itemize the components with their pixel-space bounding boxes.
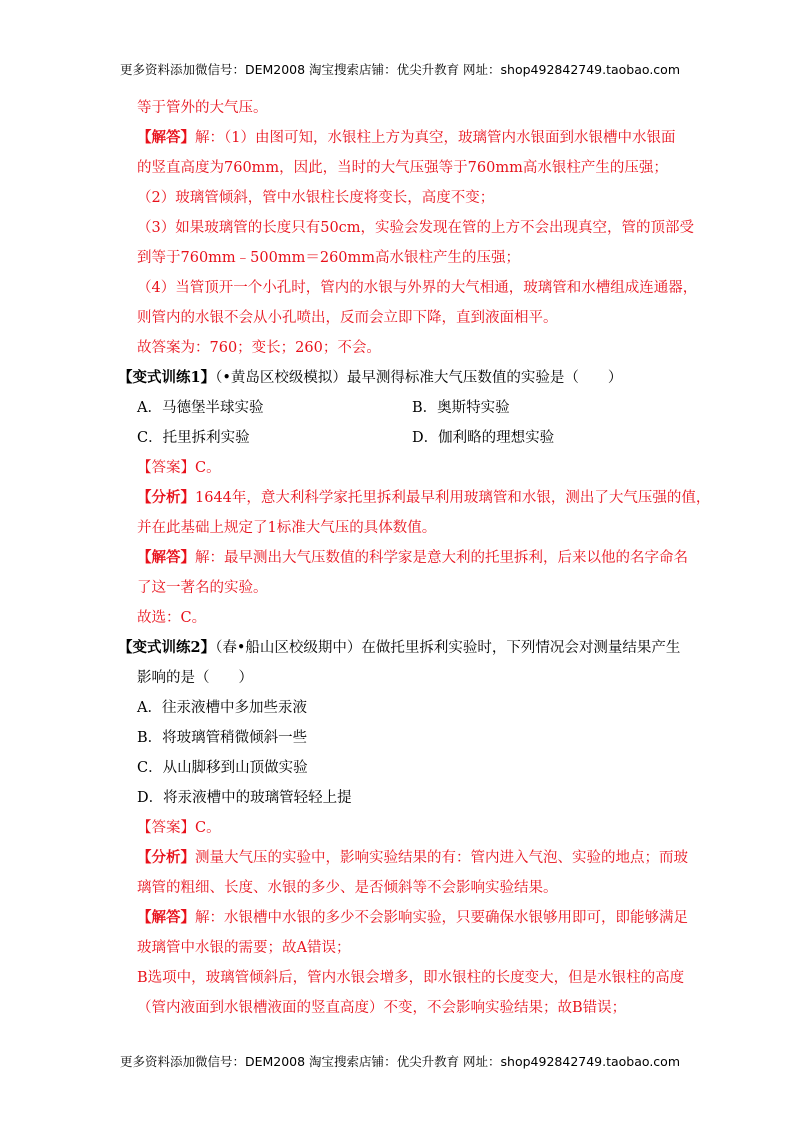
q1-solution bbox=[137, 548, 688, 568]
q1-answer: 【答案】C。 bbox=[137, 460, 221, 476]
q1-analysis-line-1: 1644年，意大利科学家托里拆利最早利用玻璃管和水银，测出了大气压强的值， bbox=[195, 490, 711, 506]
q1-option-b: B．奥斯特实验 bbox=[412, 400, 510, 416]
q1-stem-text: （•黄岛区校级模拟）最早测得标准大气压数值的实验是（ ） bbox=[215, 370, 623, 386]
intro-line-2: 解：（1）由图可知，水银柱上方为真空，玻璃管内水银面到水银槽中水银面 bbox=[195, 130, 676, 146]
q2-tag: 【变式训练2】 bbox=[118, 639, 216, 656]
q2-analysis-line-2: 璃管的粗细、长度、水银的多少、是否倾斜等不会影响实验结果。 bbox=[137, 880, 558, 896]
intro-solution bbox=[137, 128, 675, 148]
q1-option-a: A．马德堡半球实验 bbox=[137, 400, 264, 416]
q1-solution-line-3: 故选：C。 bbox=[137, 610, 207, 626]
q1-solution-line-1: 解：最早测出大气压数值的科学家是意大利的托里拆利，后来以他的名字命名 bbox=[195, 550, 688, 566]
q2-analysis bbox=[137, 848, 688, 868]
q2-solution-line-3: B选项中，玻璃管倾斜后，管内水银会增多，即水银柱的长度变大，但是水银柱的高度 bbox=[137, 970, 685, 986]
intro-line-4: （2）玻璃管倾斜，管中水银柱长度将变长，高度不变； bbox=[137, 190, 495, 206]
q1-analysis bbox=[137, 488, 710, 508]
q1-option-d: D．伽利略的理想实验 bbox=[412, 430, 555, 446]
solution-tag: 【解答】 bbox=[137, 129, 195, 146]
intro-line-6: 到等于760mm﹣500mm＝260mm高水银柱产生的压强； bbox=[137, 250, 521, 266]
intro-line-7: （4）当管顶开一个小孔时，管内的水银与外界的大气相通，玻璃管和水槽组成连通器， bbox=[137, 280, 698, 296]
page-footer: 更多资料添加微信号：DEM2008 淘宝搜索店铺：优尖升教育 网址：shop492842749.taobao.com bbox=[119, 1054, 681, 1069]
q2-option-a: A．往汞液槽中多加些汞液 bbox=[137, 700, 307, 716]
q2-stem-text: （春•船山区校级期中）在做托里拆利实验时，下列情况会对测量结果产生 bbox=[215, 640, 681, 656]
q1-tag: 【变式训练1】 bbox=[118, 369, 216, 386]
q2-stem bbox=[118, 638, 680, 658]
q2-stem-line-2: 影响的是（ ） bbox=[137, 670, 253, 686]
q2-option-c: C．从山脚移到山顶做实验 bbox=[137, 760, 308, 776]
intro-final-answer: 故答案为：760；变长；260；不会。 bbox=[137, 340, 381, 356]
q2-solution bbox=[137, 908, 688, 928]
solution-tag: 【解答】 bbox=[137, 909, 195, 926]
q2-option-d: D．将汞液槽中的玻璃管轻轻上提 bbox=[137, 790, 352, 806]
q2-analysis-line-1: 测量大气压的实验中，影响实验结果的有：管内进入气泡、实验的地点；而玻 bbox=[195, 850, 688, 866]
q1-option-c: C．托里拆利实验 bbox=[137, 430, 250, 446]
intro-line-3: 的竖直高度为760mm，因此，当时的大气压强等于760mm高水银柱产生的压强； bbox=[137, 160, 668, 176]
q1-stem bbox=[118, 368, 622, 388]
q2-solution-line-1: 解：水银槽中水银的多少不会影响实验，只要确保水银够用即可，即能够满足 bbox=[195, 910, 688, 926]
analysis-tag: 【分析】 bbox=[137, 489, 195, 506]
intro-line-1: 等于管外的大气压。 bbox=[137, 100, 268, 116]
intro-line-8: 则管内的水银不会从小孔喷出，反而会立即下降，直到液面相平。 bbox=[137, 310, 558, 326]
solution-tag: 【解答】 bbox=[137, 549, 195, 566]
page-header: 更多资料添加微信号：DEM2008 淘宝搜索店铺：优尖升教育 网址：shop492842749.taobao.com bbox=[119, 62, 681, 77]
analysis-tag: 【分析】 bbox=[137, 849, 195, 866]
q1-solution-line-2: 了这一著名的实验。 bbox=[137, 580, 268, 596]
q2-solution-line-2: 玻璃管中水银的需要；故A错误； bbox=[137, 940, 351, 956]
q2-answer: 【答案】C。 bbox=[137, 820, 221, 836]
q2-solution-line-4: （管内液面到水银槽液面的竖直高度）不变，不会影响实验结果；故B错误； bbox=[137, 1000, 627, 1016]
q2-option-b: B．将玻璃管稍微倾斜一些 bbox=[137, 730, 308, 746]
q1-analysis-line-2: 并在此基础上规定了1标准大气压的具体数值。 bbox=[137, 520, 437, 536]
intro-line-5: （3）如果玻璃管的长度只有50cm，实验会发现在管的上方不会出现真空，管的顶部受 bbox=[137, 220, 695, 236]
